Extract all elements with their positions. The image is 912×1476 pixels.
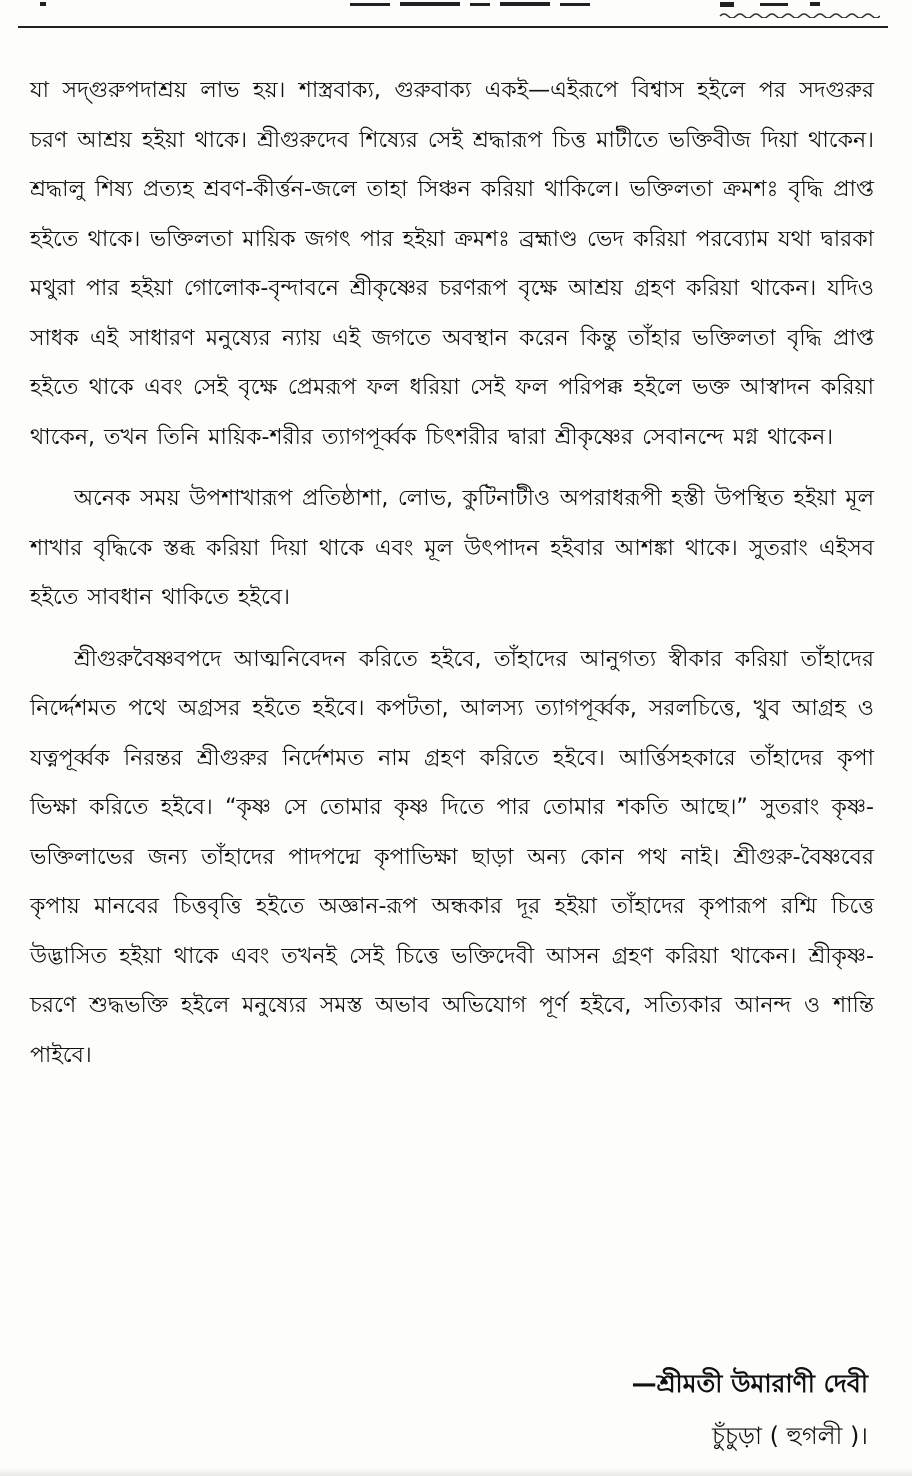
author-signature [632,1358,868,1462]
author-place: চুঁচুড়া ( হুগলী )। [712,1422,868,1450]
paragraph-3: শ্রীগুরুবৈষ্ণবপদে আত্মনিবেদন করিতে হইবে, তাঁহাদের আনুগত্য স্বীকার করিয়া তাঁহাদের নির্দ্দেশমত পথে অগ্রসর হইতে হইবে। কপটতা, আলস্য ত্যাগপূর্ব্বক, সরলচিত্তে, খুব আগ্রহ ও যত্নপূর্ব্বক নিরন্তর শ্রীগুরুর নির্দেশমত নাম গ্রহণ করিতে হইবে। আর্ত্তিসহকারে তাঁহাদের কৃপা ভিক্ষা করিতে হইবে। “কৃষ্ণ সে তোমার কৃষ্ণ দিতে পার তোমার শকতি আছে।” সুতরাং কৃষ্ণ-ভক্তিলাভের জন্য তাঁহাদের পাদপদ্মে কৃপাভিক্ষা ছাড়া অন্য কোন পথ নাই। শ্রীগুরু-বৈষ্ণবের কৃপায় মানবের চিত্তবৃত্তি হইতে অজ্ঞান-রূপ অন্ধকার দূর হইয়া তাঁহাদের কৃপারূপ রশ্মি চিত্তে উদ্ভাসিত হইয়া থাকে এবং তখনই সেই চিত্তে ভক্তিদেবী আসন গ্রহণ করিয়া থাকেন। শ্রীকৃষ্ণ-চরণে শুদ্ধভক্তি হইলে মনুষ্যের সমস্ত অভাব অভিযোগ পূর্ণ হইবে, সত্যিকার আনন্দ ও শান্তি পাইবে। [30,646,874,1068]
page-header-strip [20,0,880,18]
article-body [30,66,874,1080]
author-name: —শ্রীমতী উমারাণী দেবী [631,1369,868,1398]
paragraph-1: যা সদ্গুরুপদাশ্রয় লাভ হয়। শাস্ত্রবাক্য, গুরুবাক্য একই—এইরূপে বিশ্বাস হইলে পর সদগুরুর চরণ আশ্রয় হইয়া থাকে। শ্রীগুরুদেব শিষ্যের সেই শ্রদ্ধারূপ চিত্ত মাটীতে ভক্তিবীজ দিয়া থাকেন। শ্রদ্ধালু শিষ্য প্রত্যহ শ্রবণ-কীর্ত্তন-জলে তাহা সিঞ্চন করিয়া থাকিলে। ভক্তিলতা ক্রমশঃ বৃদ্ধি প্রাপ্ত হইতে থাকে। ভক্তিলতা মায়িক জগৎ পার হইয়া ক্রমশঃ ব্রহ্মাণ্ড ভেদ করিয়া পরব্যোম যথা দ্বারকা মথুরা পার হইয়া গোলোক-বৃন্দাবনে শ্রীকৃষ্ণের চরণরূপ বৃক্ষে আশ্রয় গ্রহণ করিয়া থাকেন। যদিও সাধক এই সাধারণ মনুষ্যের ন্যায় এই জগতে অবস্থান করেন কিন্তু তাঁহার ভক্তিলতা বৃদ্ধি প্রাপ্ত হইতে থাকে এবং সেই বৃক্ষে প্রেমরূপ ফল ধরিয়া সেই ফল পরিপক্ক হইলে ভক্ত আস্বাদন করিয়া থাকেন, তখন তিনি মায়িক-শরীর ত্যাগপূর্ব্বক চিৎশরীর দ্বারা শ্রীকৃষ্ণের সেবানন্দে মগ্ন থাকেন। [30,78,874,450]
page-bottom-edge [0,1468,912,1476]
header-divider [18,26,888,28]
paragraph-2: অনেক সময় উপশাখারূপ প্রতিষ্ঠাশা, লোভ, কুটিনাটীও অপরাধরূপী হস্তী উপস্থিত হইয়া মূল শাখার বৃদ্ধিকে স্তব্ধ করিয়া দিয়া থাকে এবং মূল উৎপাদন হইবার আশঙ্কা থাকে। সুতরাং এইসব হইতে সাবধান থাকিতে হইবে। [30,486,874,610]
header-clipped-text-icon [20,0,880,18]
